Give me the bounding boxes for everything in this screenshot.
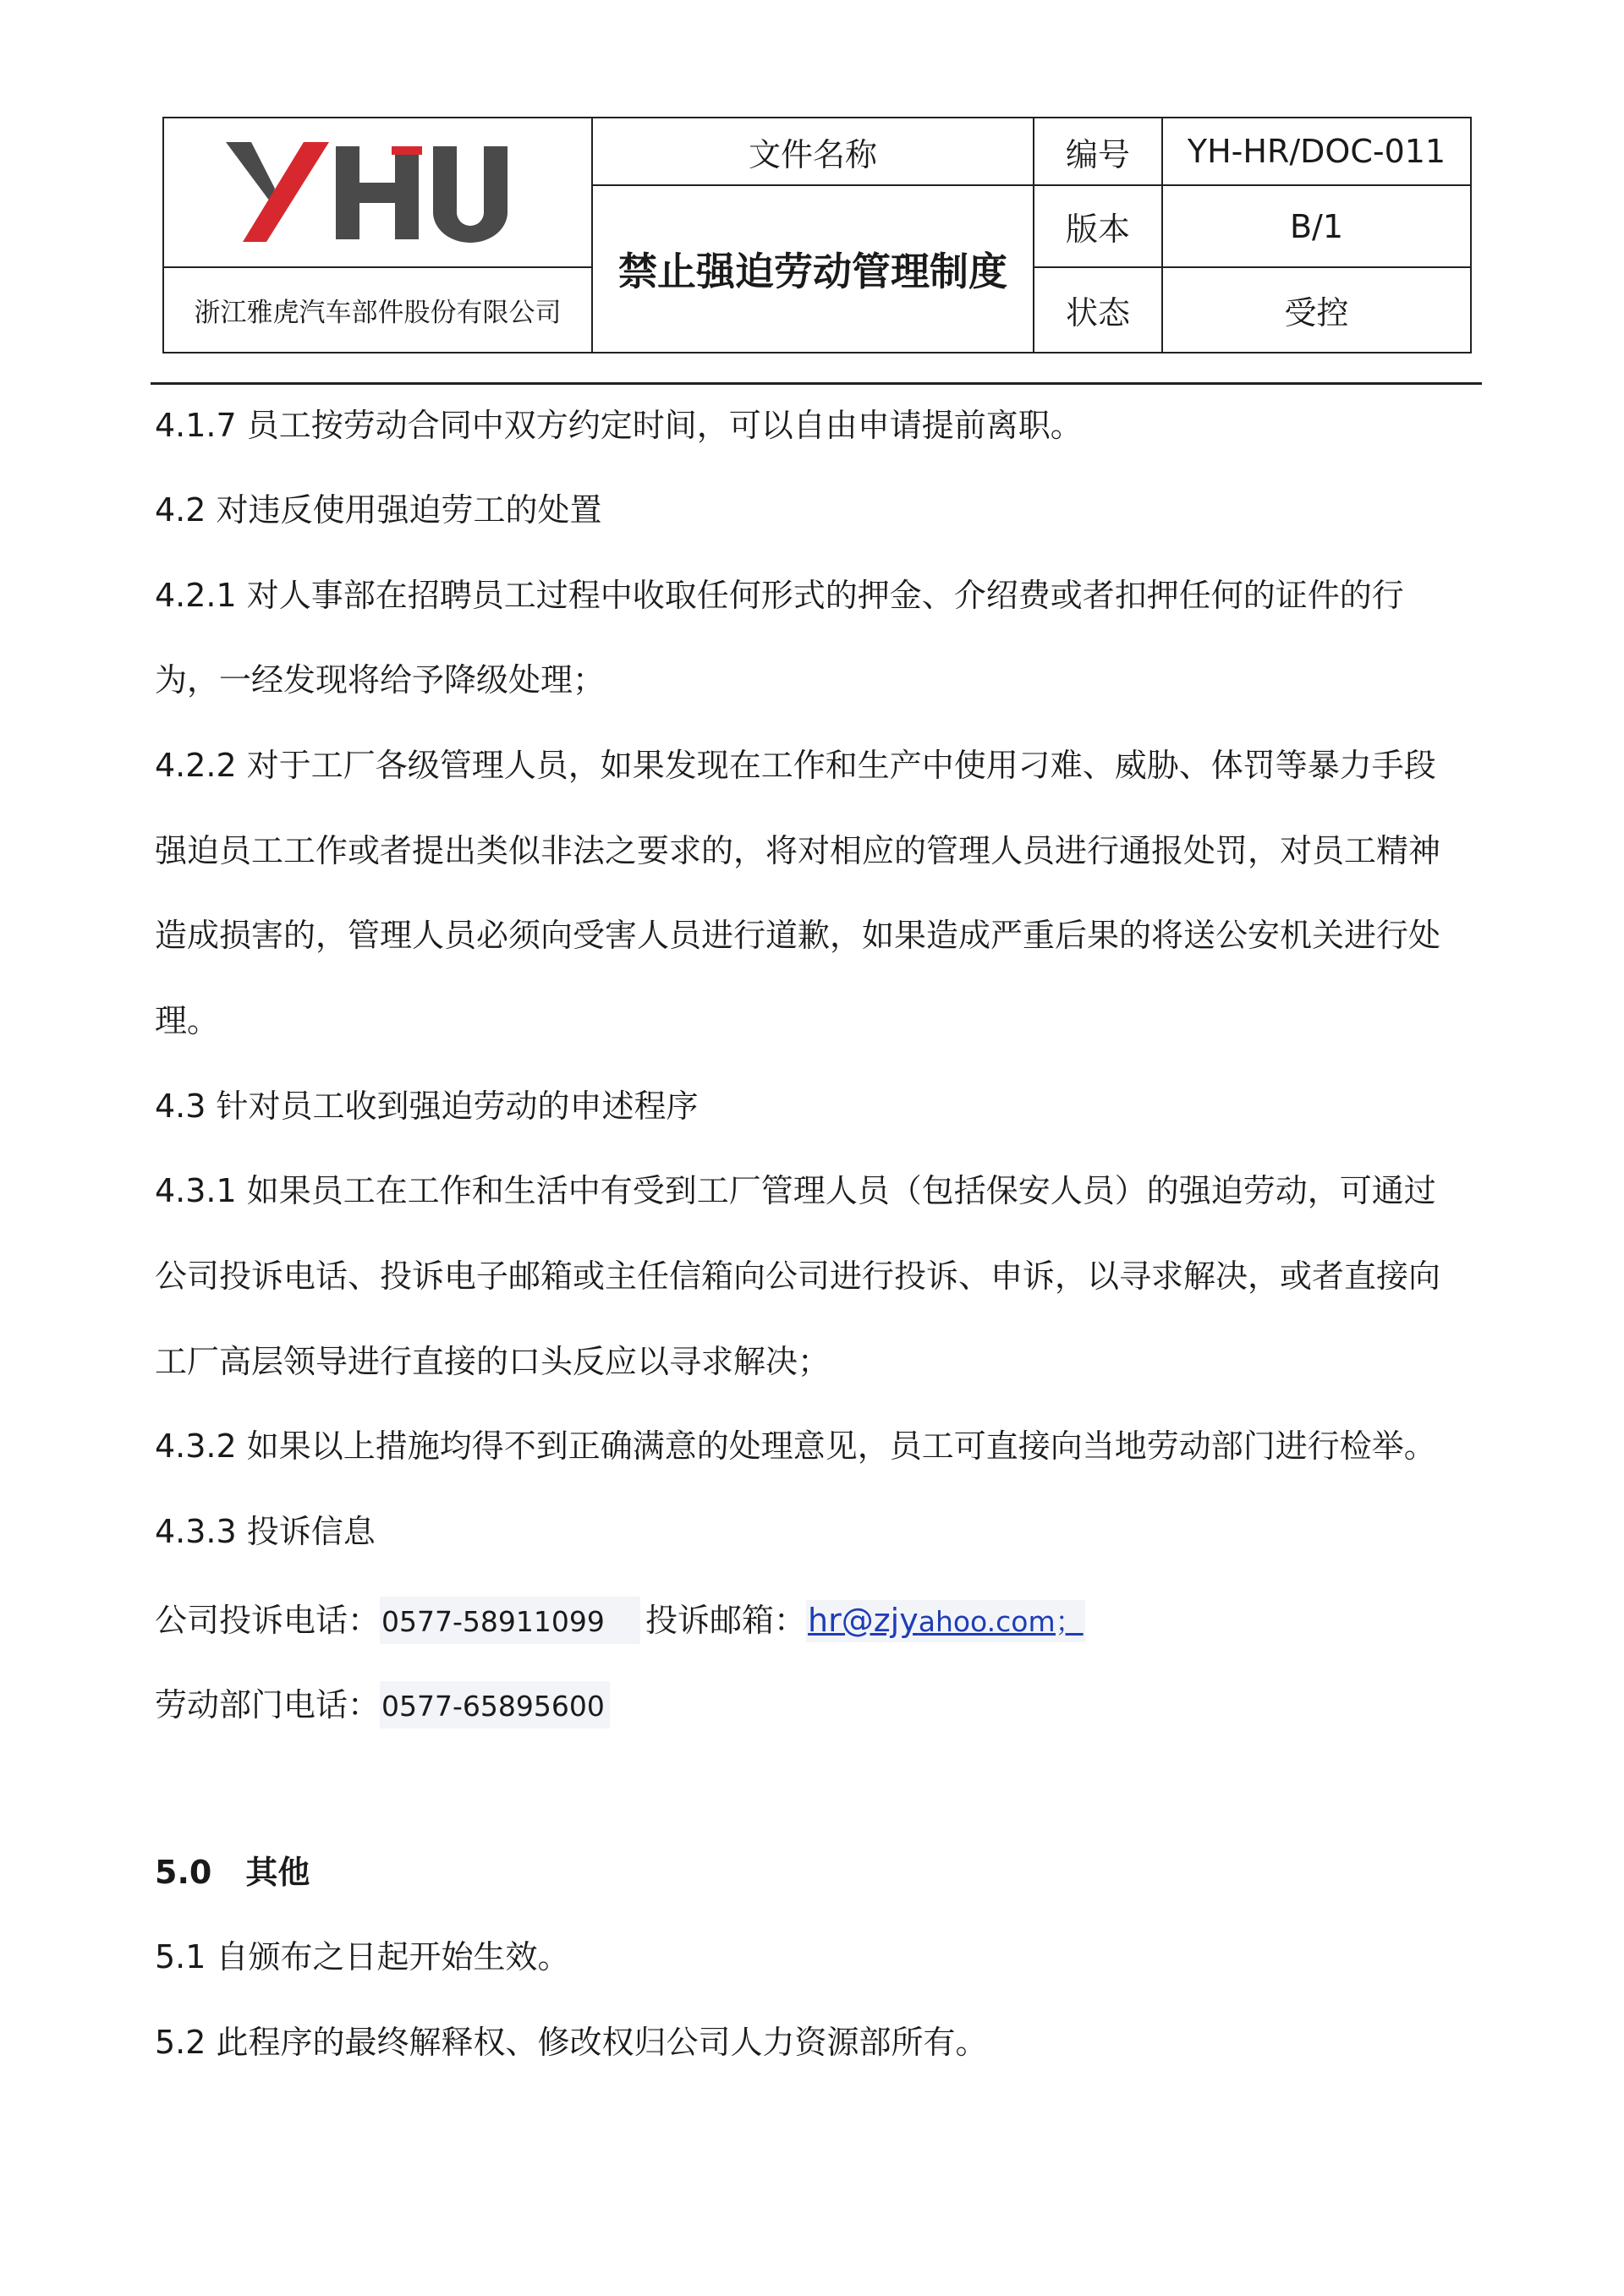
section-number: 5.0 <box>155 1854 212 1891</box>
paragraph-4-2-1-line1: 4.2.1 对人事部在招聘员工过程中收取任何形式的押金、介绍费或者扣押任何的证件的行 <box>155 577 1404 614</box>
complaint-contact-line <box>155 1597 1085 1644</box>
paragraph-4-2-2-line2: 强迫员工工作或者提出类似非法之要求的，将对相应的管理人员进行通报处罚，对员工精神 <box>155 832 1441 869</box>
header-divider <box>151 382 1482 385</box>
section-title: 其他 <box>245 1854 310 1891</box>
file-name-label: 文件名称 <box>592 118 1034 185</box>
labor-phone-label: 劳动部门电话： <box>155 1686 381 1723</box>
paragraph-4-3-1-line2: 公司投诉电话、投诉电子邮箱或主任信箱向公司进行投诉、申诉，以寻求解决，或者直接向 <box>155 1258 1441 1295</box>
labor-phone-field: 0577-65895600 <box>380 1681 610 1729</box>
labor-contact-line <box>155 1681 610 1729</box>
heading-5-0 <box>155 1852 310 1893</box>
document-header-table <box>162 117 1472 353</box>
complaint-email-link[interactable] <box>808 1602 1084 1639</box>
paragraph-4-1-7: 4.1.7 员工按劳动合同中双方约定时间，可以自由申请提前离职。 <box>155 407 1083 444</box>
paragraph-4-2-2-line4: 理。 <box>155 1002 220 1039</box>
email-user-part: hr@zjy <box>808 1602 919 1639</box>
document-title: 禁止强迫劳动管理制度 <box>592 185 1034 353</box>
paragraph-4-2-2-line3: 造成损害的，管理人员必须向受害人员进行道歉，如果造成严重后果的将送公安机关进行处 <box>155 917 1441 954</box>
company-name: 浙江雅虎汽车部件股份有限公司 <box>163 267 592 353</box>
version-label: 版本 <box>1034 185 1162 267</box>
company-logo <box>226 142 530 244</box>
paragraph-4-2-2-line1: 4.2.2 对于工厂各级管理人员，如果发现在工作和生产中使用刁难、威胁、体罚等暴力手段 <box>155 747 1436 784</box>
logo-cell <box>163 118 592 267</box>
paragraph-4-3-1-line3: 工厂高层领导进行直接的口头反应以寻求解决； <box>155 1343 831 1380</box>
status-value: 受控 <box>1162 267 1471 353</box>
paragraph-4-3-1-line1: 4.3.1 如果员工在工作和生活中有受到工厂管理人员（包括保安人员）的强迫劳动，可通过 <box>155 1172 1436 1209</box>
paragraph-4-3-2: 4.3.2 如果以上措施均得不到正确满意的处理意见，员工可直接向当地劳动部门进行检举。 <box>155 1427 1436 1465</box>
email-domain-part: ahoo.com； <box>918 1605 1084 1638</box>
version-value: B/1 <box>1162 185 1471 267</box>
complaint-phone-label: 公司投诉电话： <box>155 1602 381 1639</box>
complaint-email-field <box>806 1600 1085 1642</box>
number-value: YH-HR/DOC-011 <box>1162 118 1471 185</box>
paragraph-4-2-1-line2: 为，一经发现将给予降级处理； <box>155 661 606 699</box>
heading-4-2: 4.2 对违反使用强迫劳工的处置 <box>155 491 602 529</box>
number-label: 编号 <box>1034 118 1162 185</box>
paragraph-5-2: 5.2 此程序的最终解释权、修改权归公司人力资源部所有。 <box>155 2024 988 2061</box>
heading-4-3: 4.3 针对员工收到强迫劳动的申述程序 <box>155 1088 699 1125</box>
status-label: 状态 <box>1034 267 1162 353</box>
heading-4-3-3: 4.3.3 投诉信息 <box>155 1513 376 1550</box>
paragraph-5-1: 5.1 自颁布之日起开始生效。 <box>155 1938 570 1975</box>
complaint-email-label: 投诉邮箱： <box>645 1602 807 1639</box>
complaint-phone-field: 0577-58911099 <box>380 1597 640 1644</box>
